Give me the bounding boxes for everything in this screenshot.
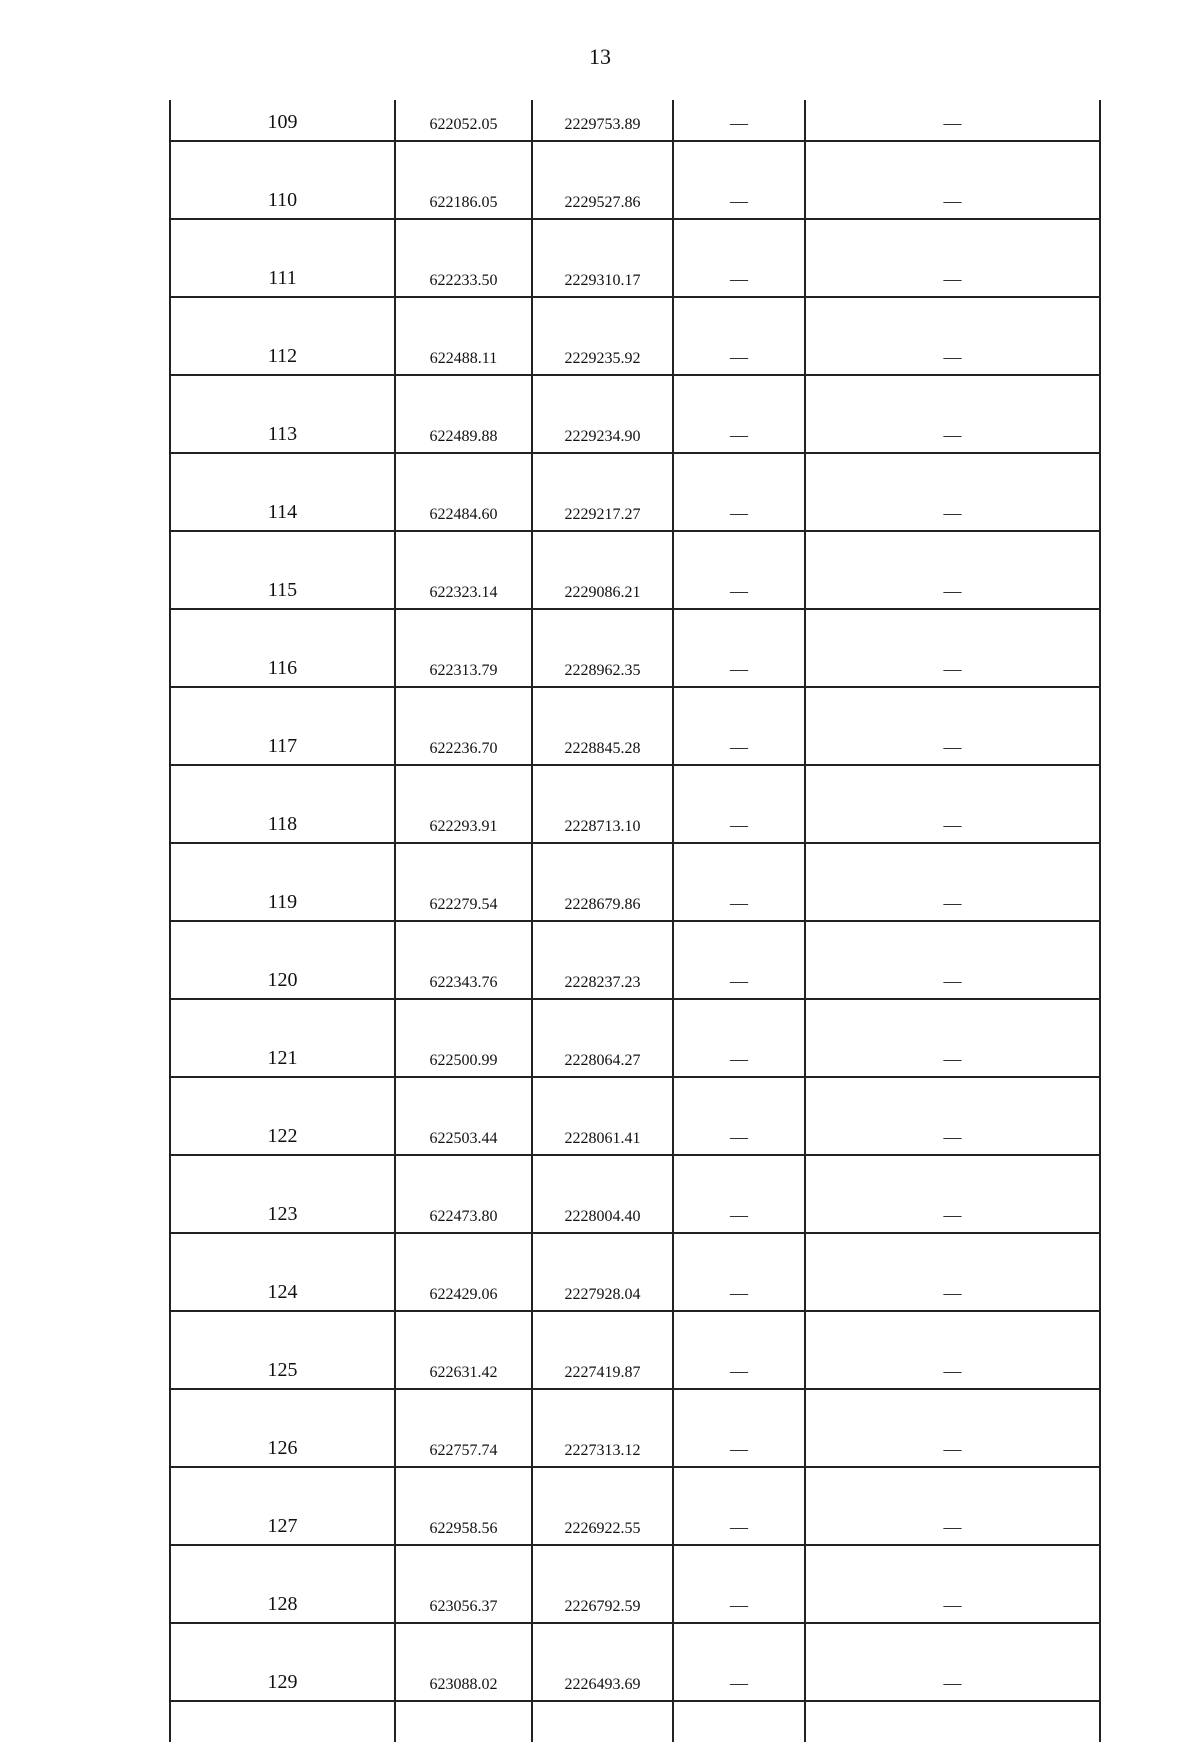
column-5-cell: — (805, 843, 1100, 921)
y-coordinate-cell: 2229753.89 (532, 100, 673, 141)
y-coordinate-cell: 2229310.17 (532, 219, 673, 297)
column-4-cell: — (673, 765, 805, 843)
column-4-cell: — (673, 843, 805, 921)
column-4-cell: — (673, 1623, 805, 1701)
point-number-cell: 119 (170, 843, 395, 921)
y-coordinate-cell: 2228679.86 (532, 843, 673, 921)
point-number-cell: 128 (170, 1545, 395, 1623)
point-number-cell: 118 (170, 765, 395, 843)
table-row (170, 609, 1100, 687)
column-5-cell: — (805, 1389, 1100, 1467)
column-4-cell: — (673, 141, 805, 219)
point-number-cell: 116 (170, 609, 395, 687)
column-5-cell: — (805, 1155, 1100, 1233)
column-5-cell: — (805, 765, 1100, 843)
y-coordinate-cell: 2229217.27 (532, 453, 673, 531)
column-5-cell: — (805, 1623, 1100, 1701)
table-row (170, 1389, 1100, 1467)
coordinate-table (169, 100, 1101, 1742)
empty-cell (395, 1701, 532, 1742)
point-number-cell: 110 (170, 141, 395, 219)
table-body (170, 100, 1100, 1742)
point-number-cell: 109 (170, 100, 395, 141)
column-4-cell: — (673, 1311, 805, 1389)
point-number-cell: 120 (170, 921, 395, 999)
x-coordinate-cell: 622757.74 (395, 1389, 532, 1467)
column-4-cell: — (673, 1155, 805, 1233)
table-row (170, 297, 1100, 375)
x-coordinate-cell: 622313.79 (395, 609, 532, 687)
column-5-cell: — (805, 375, 1100, 453)
point-number-cell: 112 (170, 297, 395, 375)
x-coordinate-cell: 622503.44 (395, 1077, 532, 1155)
y-coordinate-cell: 2229234.90 (532, 375, 673, 453)
table-row (170, 687, 1100, 765)
column-5-cell: — (805, 1233, 1100, 1311)
y-coordinate-cell: 2228713.10 (532, 765, 673, 843)
point-number-cell: 125 (170, 1311, 395, 1389)
column-4-cell: — (673, 1389, 805, 1467)
column-5-cell: — (805, 141, 1100, 219)
x-coordinate-cell: 622052.05 (395, 100, 532, 141)
y-coordinate-cell: 2228845.28 (532, 687, 673, 765)
point-number-cell: 123 (170, 1155, 395, 1233)
x-coordinate-cell: 622958.56 (395, 1467, 532, 1545)
x-coordinate-cell: 622631.42 (395, 1311, 532, 1389)
point-number-cell: 122 (170, 1077, 395, 1155)
empty-cell (805, 1701, 1100, 1742)
column-4-cell: — (673, 100, 805, 141)
y-coordinate-cell: 2228237.23 (532, 921, 673, 999)
y-coordinate-cell: 2228962.35 (532, 609, 673, 687)
x-coordinate-cell: 623056.37 (395, 1545, 532, 1623)
y-coordinate-cell: 2229527.86 (532, 141, 673, 219)
y-coordinate-cell: 2226493.69 (532, 1623, 673, 1701)
column-4-cell: — (673, 1077, 805, 1155)
column-4-cell: — (673, 609, 805, 687)
x-coordinate-cell: 623088.02 (395, 1623, 532, 1701)
x-coordinate-cell: 622500.99 (395, 999, 532, 1077)
table-row (170, 1233, 1100, 1311)
empty-cell (532, 1701, 673, 1742)
point-number-cell: 129 (170, 1623, 395, 1701)
x-coordinate-cell: 622488.11 (395, 297, 532, 375)
table-row (170, 1311, 1100, 1389)
column-4-cell: — (673, 1233, 805, 1311)
point-number-cell: 115 (170, 531, 395, 609)
column-4-cell: — (673, 375, 805, 453)
column-5-cell: — (805, 1467, 1100, 1545)
table-row (170, 531, 1100, 609)
x-coordinate-cell: 622473.80 (395, 1155, 532, 1233)
table-row (170, 1155, 1100, 1233)
column-4-cell: — (673, 687, 805, 765)
table-row (170, 843, 1100, 921)
x-coordinate-cell: 622233.50 (395, 219, 532, 297)
y-coordinate-cell: 2226922.55 (532, 1467, 673, 1545)
page-number: 13 (589, 44, 611, 69)
column-4-cell: — (673, 297, 805, 375)
x-coordinate-cell: 622279.54 (395, 843, 532, 921)
column-4-cell: — (673, 1545, 805, 1623)
table-continuation-row (170, 1701, 1100, 1742)
column-5-cell: — (805, 609, 1100, 687)
y-coordinate-cell: 2229235.92 (532, 297, 673, 375)
point-number-cell: 127 (170, 1467, 395, 1545)
table-row (170, 1545, 1100, 1623)
x-coordinate-cell: 622484.60 (395, 453, 532, 531)
column-5-cell: — (805, 453, 1100, 531)
column-5-cell: — (805, 921, 1100, 999)
x-coordinate-cell: 622236.70 (395, 687, 532, 765)
column-5-cell: — (805, 999, 1100, 1077)
empty-cell (673, 1701, 805, 1742)
table-row (170, 765, 1100, 843)
table-row (170, 219, 1100, 297)
table-row (170, 921, 1100, 999)
table-row (170, 375, 1100, 453)
table-row (170, 1623, 1100, 1701)
point-number-cell: 111 (170, 219, 395, 297)
y-coordinate-cell: 2229086.21 (532, 531, 673, 609)
y-coordinate-cell: 2227928.04 (532, 1233, 673, 1311)
column-5-cell: — (805, 219, 1100, 297)
y-coordinate-cell: 2228064.27 (532, 999, 673, 1077)
y-coordinate-cell: 2228061.41 (532, 1077, 673, 1155)
point-number-cell: 117 (170, 687, 395, 765)
point-number-cell: 126 (170, 1389, 395, 1467)
column-5-cell: — (805, 1077, 1100, 1155)
point-number-cell: 121 (170, 999, 395, 1077)
column-4-cell: — (673, 1467, 805, 1545)
x-coordinate-cell: 622343.76 (395, 921, 532, 999)
point-number-cell: 124 (170, 1233, 395, 1311)
column-5-cell: — (805, 100, 1100, 141)
table-row (170, 100, 1100, 141)
x-coordinate-cell: 622293.91 (395, 765, 532, 843)
y-coordinate-cell: 2227313.12 (532, 1389, 673, 1467)
point-number-cell: 114 (170, 453, 395, 531)
column-5-cell: — (805, 687, 1100, 765)
x-coordinate-cell: 622429.06 (395, 1233, 532, 1311)
table-row (170, 1077, 1100, 1155)
y-coordinate-cell: 2228004.40 (532, 1155, 673, 1233)
point-number-cell: 113 (170, 375, 395, 453)
table-row (170, 999, 1100, 1077)
column-5-cell: — (805, 297, 1100, 375)
column-5-cell: — (805, 1545, 1100, 1623)
column-4-cell: — (673, 999, 805, 1077)
x-coordinate-cell: 622323.14 (395, 531, 532, 609)
table-row (170, 1467, 1100, 1545)
column-5-cell: — (805, 531, 1100, 609)
column-4-cell: — (673, 453, 805, 531)
column-5-cell: — (805, 1311, 1100, 1389)
table-row (170, 141, 1100, 219)
column-4-cell: — (673, 921, 805, 999)
column-4-cell: — (673, 531, 805, 609)
x-coordinate-cell: 622489.88 (395, 375, 532, 453)
column-4-cell: — (673, 219, 805, 297)
y-coordinate-cell: 2227419.87 (532, 1311, 673, 1389)
y-coordinate-cell: 2226792.59 (532, 1545, 673, 1623)
table-row (170, 453, 1100, 531)
empty-cell (170, 1701, 395, 1742)
x-coordinate-cell: 622186.05 (395, 141, 532, 219)
